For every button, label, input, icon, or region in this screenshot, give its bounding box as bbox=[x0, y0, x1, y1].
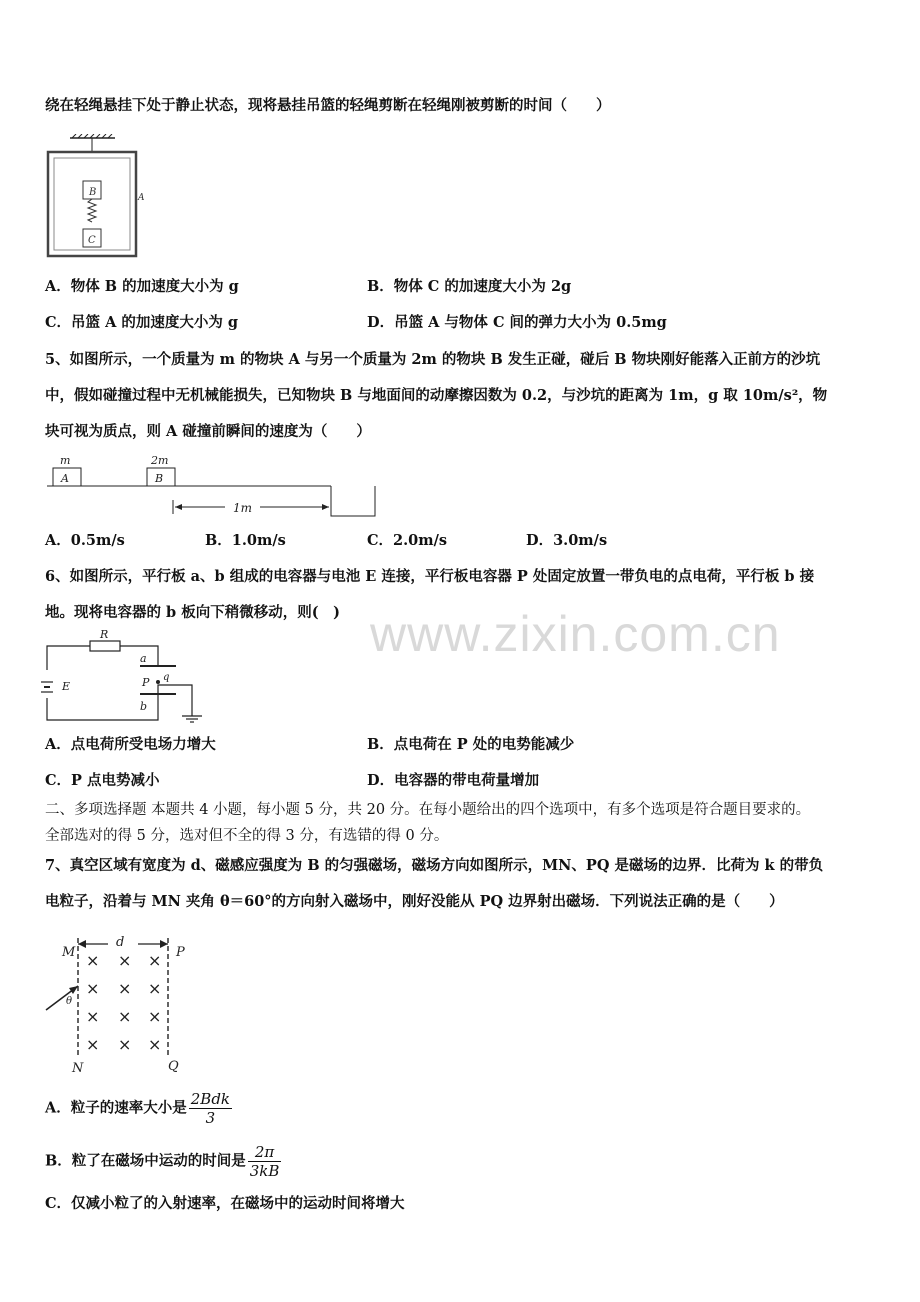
q5-option-c[interactable]: C．2.0m/s bbox=[367, 532, 448, 549]
q6-stem-line1: 6、如图所示，平行板 a、b 组成的电容器与电池 E 连接，平行板电容器 P 处固定放置一带负电的点电荷，平行板 b 接 bbox=[45, 568, 815, 585]
q6-option-c[interactable]: C．P 点电势减小 bbox=[45, 772, 160, 789]
svg-text:×: × bbox=[148, 951, 162, 970]
section2-instructions-line1: 二、多项选择题 本题共 4 小题，每小题 5 分，共 20 分。在每小题给出的四个选项中，有多个选项是符合题目要求的。 bbox=[45, 802, 811, 818]
q6-fig-label-b: b bbox=[140, 700, 148, 713]
q5-stem-line2: 中，假如碰撞过程中无机械能损失，已知物块 B 与地面间的动摩擦因数为 0.2，与沙坑的距离为 1m，g 取 10m/s²，物 bbox=[45, 387, 828, 404]
q6-stem-line2: 地。现将电容器的 b 板向下稍微移动，则( ) bbox=[45, 604, 340, 621]
q7-fig-label-d: d bbox=[116, 935, 125, 950]
q7-fig-label-n: N bbox=[72, 1061, 84, 1076]
q6-fig-label-q: q bbox=[163, 672, 170, 683]
q7-option-a-fraction: $\frac{\text{2Bdk}}{3}$ bbox=[190, 1090, 231, 1127]
svg-text:×: × bbox=[118, 951, 132, 970]
q7-option-a[interactable] bbox=[45, 1090, 232, 1127]
q7-fig-label-p: P bbox=[176, 945, 185, 960]
q7-fig-label-q: Q bbox=[168, 1059, 179, 1074]
q4-option-b[interactable]: B．物体 C 的加速度大小为 2g bbox=[367, 278, 572, 295]
q7-option-c[interactable]: C．仅减小粒了的入射速率，在磁场中的运动时间将增大 bbox=[45, 1195, 405, 1212]
q4-fig-label-b: B bbox=[89, 187, 97, 198]
q6-fig-label-e: E bbox=[62, 680, 71, 693]
q7-fig-label-theta: θ bbox=[66, 996, 73, 1007]
q5-option-d[interactable]: D．3.0m/s bbox=[526, 532, 608, 549]
q7-magnetic-field-figure bbox=[42, 930, 202, 1076]
svg-text:×: × bbox=[118, 1007, 132, 1026]
svg-text:×: × bbox=[118, 1035, 132, 1054]
q7-option-b-text: B．粒了在磁场中运动的时间是 bbox=[45, 1152, 246, 1170]
q6-fig-label-p: P bbox=[142, 676, 150, 689]
svg-text:×: × bbox=[86, 979, 100, 998]
q5-stem-line1: 5、如图所示，一个质量为 m 的物块 A 与另一个质量为 2m 的物块 B 发生正碰，碰后 B 物块刚好能落入正前方的沙坑 bbox=[45, 351, 821, 368]
q7-fig-label-m: M bbox=[62, 945, 76, 960]
svg-text:×: × bbox=[148, 1035, 162, 1054]
svg-text:×: × bbox=[148, 979, 162, 998]
q6-fig-label-r: R bbox=[100, 630, 109, 641]
section2-instructions-line2: 全部选对的得 5 分，选对但不全的得 3 分，有选错的得 0 分。 bbox=[45, 828, 449, 844]
q5-fig-label-a: A bbox=[61, 472, 69, 485]
q4-option-a[interactable]: A．物体 B 的加速度大小为 g bbox=[45, 278, 239, 295]
q7-stem-line1: 7、真空区域有宽度为 d、磁感应强度为 B 的匀强磁场，磁场方向如图所示，MN、PQ 是磁场的边界．比荷为 k 的带负 bbox=[45, 857, 824, 874]
q4-fig-label-a: A bbox=[138, 193, 145, 203]
q5-fig-label-m: m bbox=[60, 454, 71, 467]
svg-text:×: × bbox=[148, 1007, 162, 1026]
q5-stem-line3: 块可视为质点，则 A 碰撞前瞬间的速度为（ ） bbox=[45, 423, 371, 440]
q6-circuit-figure bbox=[40, 630, 210, 726]
q4-basket-figure bbox=[45, 134, 155, 262]
q6-option-a[interactable]: A．点电荷所受电场力增大 bbox=[45, 736, 216, 753]
svg-text:×: × bbox=[118, 979, 132, 998]
q5-collision-figure bbox=[45, 452, 385, 522]
q5-option-b[interactable]: B．1.0m/s bbox=[205, 532, 286, 549]
watermark: www.zixin.com.cn bbox=[370, 606, 781, 662]
q5-option-a[interactable]: A．0.5m/s bbox=[45, 532, 125, 549]
svg-text:×: × bbox=[86, 1007, 100, 1026]
q5-fig-label-2m: 2m bbox=[151, 454, 169, 467]
q5-fig-label-b: B bbox=[155, 472, 164, 485]
q7-stem-line2: 电粒子，沿着与 MN 夹角 θ＝60°的方向射入磁场中，刚好没能从 PQ 边界射出磁场．下列说法正确的是（ ） bbox=[45, 893, 784, 910]
q4-fig-label-c: C bbox=[88, 235, 96, 246]
q6-fig-label-a: a bbox=[140, 652, 147, 665]
q6-option-b[interactable]: B．点电荷在 P 处的电势能减少 bbox=[367, 736, 575, 753]
q7-option-a-text: A．粒子的速率大小是 bbox=[45, 1099, 187, 1117]
q4-stem: 绕在轻绳悬挂下处于静止状态，现将悬挂吊篮的轻绳剪断在轻绳刚被剪断的时间（ ） bbox=[45, 97, 611, 114]
q4-option-c[interactable]: C．吊篮 A 的加速度大小为 g bbox=[45, 314, 239, 331]
q4-option-d[interactable]: D．吊篮 A 与物体 C 间的弹力大小为 0.5mg bbox=[367, 314, 667, 331]
svg-text:×: × bbox=[86, 951, 100, 970]
q7-option-b[interactable] bbox=[45, 1143, 281, 1180]
svg-text:×: × bbox=[86, 1035, 100, 1054]
q5-fig-label-distance: 1m bbox=[233, 501, 253, 515]
q7-option-b-fraction: $\frac{2\pi}{3kB}$ bbox=[249, 1143, 280, 1180]
q6-option-d[interactable]: D．电容器的带电荷量增加 bbox=[367, 772, 540, 789]
